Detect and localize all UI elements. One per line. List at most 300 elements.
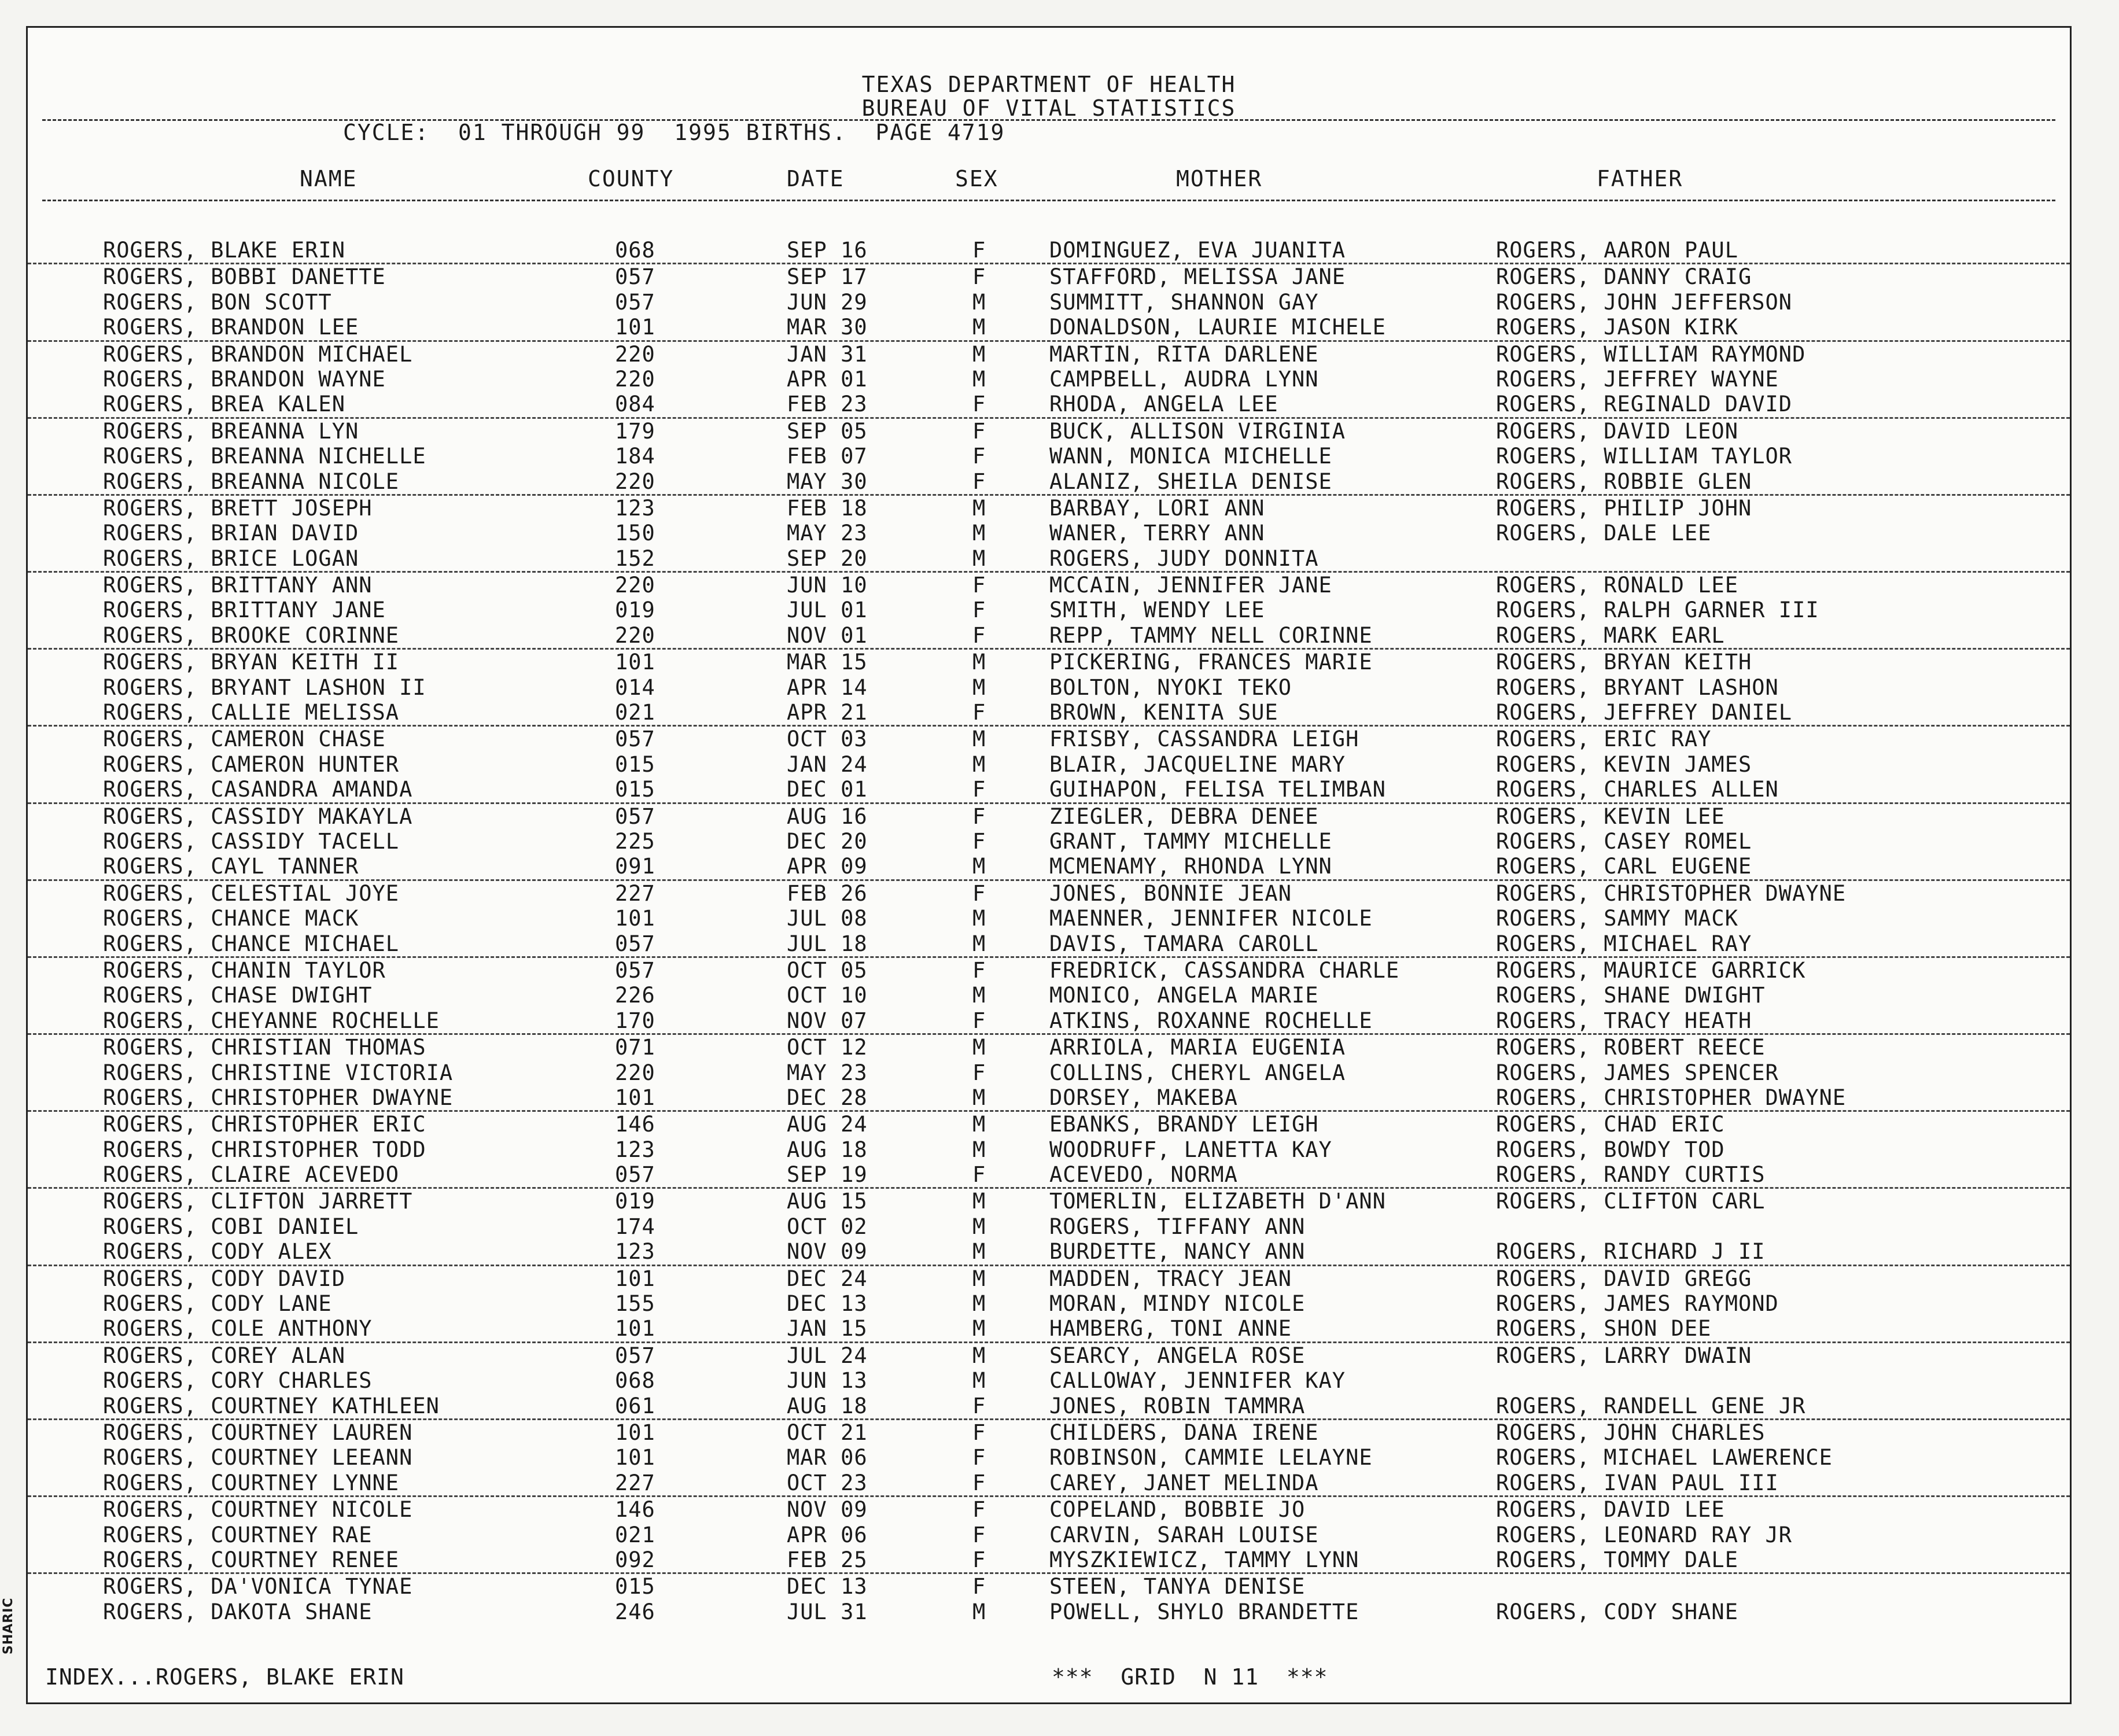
- cell-name: ROGERS, CLIFTON JARRETT: [103, 1189, 413, 1214]
- cell-date: JAN 31: [787, 341, 868, 367]
- cell-county: 152: [615, 546, 655, 571]
- cell-father: ROGERS, DALE LEE: [1496, 521, 1712, 546]
- table-row: [28, 1035, 2070, 1060]
- cell-county: 015: [615, 777, 655, 802]
- cell-mother: BROWN, KENITA SUE: [1049, 700, 1278, 725]
- cell-sex: F: [972, 777, 986, 802]
- cell-name: ROGERS, CAMERON CHASE: [103, 727, 386, 752]
- cell-mother: CHILDERS, DANA IRENE: [1049, 1420, 1319, 1445]
- cell-sex: M: [972, 1368, 986, 1394]
- cell-father: ROGERS, TOMMY DALE: [1496, 1547, 1738, 1572]
- cell-sex: M: [972, 1599, 986, 1624]
- table-row: [28, 1599, 2070, 1624]
- agency-title: TEXAS DEPARTMENT OF HEALTH: [861, 72, 1236, 97]
- table-row: [28, 1523, 2070, 1547]
- cell-mother: BARBAY, LORI ANN: [1049, 495, 1265, 521]
- table-row: [28, 1574, 2070, 1599]
- cell-date: SEP 20: [787, 546, 868, 571]
- cell-county: 226: [615, 983, 655, 1008]
- table-row: [28, 546, 2070, 573]
- cell-father: ROGERS, MICHAEL RAY: [1496, 931, 1752, 956]
- cell-county: 101: [615, 315, 655, 340]
- cell-county: 101: [615, 906, 655, 931]
- col-header-date: DATE: [787, 166, 845, 191]
- cell-sex: F: [972, 804, 986, 829]
- cell-name: ROGERS, CHRISTOPHER DWAYNE: [103, 1085, 454, 1110]
- cell-sex: F: [972, 1497, 986, 1523]
- cell-name: ROGERS, CHANCE MACK: [103, 906, 359, 931]
- cell-father: ROGERS, CARL EUGENE: [1496, 854, 1752, 879]
- cell-date: OCT 10: [787, 983, 868, 1008]
- table-row: [28, 521, 2070, 546]
- cell-mother: FREDRICK, CASSANDRA CHARLE: [1049, 957, 1400, 983]
- cell-date: OCT 03: [787, 727, 868, 752]
- cell-sex: M: [972, 983, 986, 1008]
- cell-sex: M: [972, 906, 986, 931]
- cell-county: 068: [615, 1368, 655, 1394]
- cell-sex: M: [972, 341, 986, 367]
- table-row: [28, 1394, 2070, 1420]
- cell-name: ROGERS, DAKOTA SHANE: [103, 1599, 373, 1624]
- cell-county: 246: [615, 1599, 655, 1624]
- cell-mother: MYSZKIEWICZ, TAMMY LYNN: [1049, 1547, 1359, 1572]
- cell-mother: CAMPBELL, AUDRA LYNN: [1049, 366, 1319, 392]
- cell-name: ROGERS, COLE ANTHONY: [103, 1316, 373, 1341]
- cell-sex: M: [972, 495, 986, 521]
- cell-date: JUL 18: [787, 931, 868, 956]
- cell-date: JUL 08: [787, 906, 868, 931]
- cell-sex: M: [972, 1035, 986, 1060]
- cell-county: 170: [615, 1008, 655, 1033]
- cell-sex: M: [972, 1085, 986, 1110]
- cell-name: ROGERS, COURTNEY LYNNE: [103, 1470, 400, 1495]
- cell-mother: JONES, ROBIN TAMMRA: [1049, 1393, 1306, 1418]
- cell-father: ROGERS, JAMES RAYMOND: [1496, 1291, 1779, 1317]
- cell-name: ROGERS, BRICE LOGAN: [103, 546, 359, 571]
- cell-mother: CAREY, JANET MELINDA: [1049, 1470, 1319, 1495]
- cell-date: MAR 30: [787, 315, 868, 340]
- cell-date: MAR 15: [787, 650, 868, 675]
- cell-date: AUG 16: [787, 804, 868, 829]
- cell-father: ROGERS, ERIC RAY: [1496, 727, 1712, 752]
- cell-county: 179: [615, 418, 655, 444]
- table-row: [28, 1112, 2070, 1137]
- cell-sex: M: [972, 931, 986, 956]
- cell-name: ROGERS, CASSIDY MAKAYLA: [103, 804, 413, 829]
- cell-father: ROGERS, CHRISTOPHER DWAYNE: [1496, 880, 1847, 906]
- cell-sex: M: [972, 854, 986, 879]
- cell-county: 146: [615, 1112, 655, 1137]
- cell-father: ROGERS, IVAN PAUL III: [1496, 1470, 1779, 1495]
- cell-county: 057: [615, 1343, 655, 1368]
- cell-sex: M: [972, 1316, 986, 1341]
- cell-sex: F: [972, 1445, 986, 1470]
- cell-father: ROGERS, AARON PAUL: [1496, 238, 1738, 263]
- cell-mother: SUMMITT, SHANNON GAY: [1049, 289, 1319, 315]
- cell-name: ROGERS, BREANNA NICHELLE: [103, 444, 426, 469]
- cell-father: ROGERS, WILLIAM RAYMOND: [1496, 341, 1806, 367]
- cell-date: SEP 05: [787, 418, 868, 444]
- cell-county: 057: [615, 931, 655, 956]
- cell-sex: M: [972, 315, 986, 340]
- cell-date: JUN 13: [787, 1368, 868, 1394]
- cell-name: ROGERS, BRIAN DAVID: [103, 521, 359, 546]
- cell-sex: F: [972, 1420, 986, 1445]
- cell-sex: M: [972, 1214, 986, 1239]
- cell-father: ROGERS, BRYAN KEITH: [1496, 650, 1752, 675]
- cell-mother: PICKERING, FRANCES MARIE: [1049, 650, 1373, 675]
- cell-mother: TOMERLIN, ELIZABETH D'ANN: [1049, 1189, 1386, 1214]
- cell-mother: MARTIN, RITA DARLENE: [1049, 341, 1319, 367]
- cell-date: APR 21: [787, 700, 868, 725]
- cell-date: AUG 18: [787, 1137, 868, 1162]
- cell-mother: HAMBERG, TONI ANNE: [1049, 1316, 1292, 1341]
- cell-sex: M: [972, 727, 986, 752]
- cell-sex: F: [972, 264, 986, 290]
- cell-sex: F: [972, 828, 986, 854]
- cell-mother: ALANIZ, SHEILA DENISE: [1049, 469, 1332, 494]
- cell-county: 150: [615, 521, 655, 546]
- cell-name: ROGERS, BREA KALEN: [103, 392, 345, 417]
- cell-sex: F: [972, 444, 986, 469]
- cell-father: ROGERS, JAMES SPENCER: [1496, 1060, 1779, 1085]
- cell-sex: F: [972, 1470, 986, 1495]
- cell-sex: M: [972, 675, 986, 700]
- cell-mother: WANER, TERRY ANN: [1049, 521, 1265, 546]
- cell-mother: ZIEGLER, DEBRA DENEE: [1049, 804, 1319, 829]
- table-row: [28, 983, 2070, 1008]
- table-row: [28, 392, 2070, 418]
- cell-county: 155: [615, 1291, 655, 1317]
- cell-mother: BOLTON, NYOKI TEKO: [1049, 675, 1292, 700]
- cell-mother: REPP, TAMMY NELL CORINNE: [1049, 622, 1373, 648]
- cell-sex: F: [972, 573, 986, 598]
- cell-sex: F: [972, 1547, 986, 1572]
- table-row: [28, 1266, 2070, 1291]
- cell-mother: SMITH, WENDY LEE: [1049, 598, 1265, 623]
- cell-date: OCT 12: [787, 1035, 868, 1060]
- cell-sex: M: [972, 366, 986, 392]
- cell-name: ROGERS, CHRISTOPHER TODD: [103, 1137, 426, 1162]
- records-list: [28, 238, 2070, 1624]
- cell-father: ROGERS, LARRY DWAIN: [1496, 1343, 1752, 1368]
- cell-date: FEB 26: [787, 880, 868, 906]
- table-row: [28, 342, 2070, 367]
- cell-date: DEC 13: [787, 1291, 868, 1317]
- cell-mother: STAFFORD, MELISSA JANE: [1049, 264, 1346, 290]
- table-row: [28, 854, 2070, 880]
- cell-county: 101: [615, 650, 655, 675]
- cell-date: MAR 06: [787, 1445, 868, 1470]
- cell-name: ROGERS, BREANNA LYN: [103, 418, 359, 444]
- cell-name: ROGERS, BRANDON MICHAEL: [103, 341, 413, 367]
- cell-father: ROGERS, BOWDY TOD: [1496, 1137, 1725, 1162]
- cell-county: 015: [615, 1574, 655, 1599]
- cell-name: ROGERS, COURTNEY NICOLE: [103, 1497, 413, 1523]
- cell-date: AUG 15: [787, 1189, 868, 1214]
- cell-sex: F: [972, 598, 986, 623]
- cell-mother: GRANT, TAMMY MICHELLE: [1049, 828, 1332, 854]
- cell-county: 057: [615, 1162, 655, 1188]
- cell-date: SEP 19: [787, 1162, 868, 1188]
- cell-mother: FRISBY, CASSANDRA LEIGH: [1049, 727, 1359, 752]
- cell-name: ROGERS, CHANCE MICHAEL: [103, 931, 400, 956]
- cell-date: DEC 01: [787, 777, 868, 802]
- table-row: [28, 675, 2070, 700]
- cell-name: ROGERS, BRYANT LASHON II: [103, 675, 426, 700]
- cell-name: ROGERS, COURTNEY LAUREN: [103, 1420, 413, 1445]
- table-row: [28, 419, 2070, 444]
- cell-name: ROGERS, COREY ALAN: [103, 1343, 345, 1368]
- cell-father: ROGERS, ROBBIE GLEN: [1496, 469, 1752, 494]
- table-row: [28, 1162, 2070, 1189]
- cell-county: 019: [615, 598, 655, 623]
- cell-date: OCT 23: [787, 1470, 868, 1495]
- cell-sex: F: [972, 238, 986, 263]
- cell-father: ROGERS, RICHARD J II: [1496, 1239, 1766, 1265]
- cell-county: 071: [615, 1035, 655, 1060]
- cell-mother: RHODA, ANGELA LEE: [1049, 392, 1278, 417]
- cell-father: ROGERS, CASEY ROMEL: [1496, 828, 1752, 854]
- cell-county: 057: [615, 289, 655, 315]
- table-row: [28, 1445, 2070, 1470]
- cell-name: ROGERS, CASSIDY TACELL: [103, 828, 400, 854]
- cell-mother: ROGERS, JUDY DONNITA: [1049, 546, 1319, 571]
- cell-name: ROGERS, CHEYANNE ROCHELLE: [103, 1008, 440, 1033]
- table-row: [28, 1316, 2070, 1343]
- cell-county: 123: [615, 1239, 655, 1265]
- cell-name: ROGERS, CELESTIAL JOYE: [103, 880, 400, 906]
- cell-father: ROGERS, DANNY CRAIG: [1496, 264, 1752, 290]
- cell-sex: F: [972, 957, 986, 983]
- table-row: [28, 1343, 2070, 1368]
- cell-father: ROGERS, JOHN CHARLES: [1496, 1420, 1766, 1445]
- cell-sex: F: [972, 622, 986, 648]
- cell-name: ROGERS, COURTNEY RAE: [103, 1522, 373, 1547]
- table-row: [28, 496, 2070, 521]
- table-row: [28, 315, 2070, 341]
- cell-date: AUG 24: [787, 1112, 868, 1137]
- cell-county: 021: [615, 1522, 655, 1547]
- cell-mother: ROBINSON, CAMMIE LELAYNE: [1049, 1445, 1373, 1470]
- cell-mother: DOMINGUEZ, EVA JUANITA: [1049, 238, 1346, 263]
- cell-county: 101: [615, 1445, 655, 1470]
- cell-county: 220: [615, 341, 655, 367]
- cell-father: ROGERS, WILLIAM TAYLOR: [1496, 444, 1793, 469]
- cell-father: ROGERS, CODY SHANE: [1496, 1599, 1738, 1624]
- cell-date: OCT 21: [787, 1420, 868, 1445]
- cell-sex: M: [972, 1266, 986, 1291]
- cell-mother: COLLINS, CHERYL ANGELA: [1049, 1060, 1346, 1085]
- cell-name: ROGERS, DA'VONICA TYNAE: [103, 1574, 413, 1599]
- column-header-rule: [42, 200, 2055, 201]
- cell-county: 084: [615, 392, 655, 417]
- cell-name: ROGERS, CALLIE MELISSA: [103, 700, 400, 725]
- cell-date: NOV 01: [787, 622, 868, 648]
- col-header-mother: MOTHER: [1176, 166, 1263, 191]
- cell-sex: M: [972, 289, 986, 315]
- cell-county: 220: [615, 1060, 655, 1085]
- cell-mother: GUIHAPON, FELISA TELIMBAN: [1049, 777, 1386, 802]
- cell-county: 057: [615, 957, 655, 983]
- cell-sex: F: [972, 1574, 986, 1599]
- cell-county: 101: [615, 1266, 655, 1291]
- cell-name: ROGERS, CODY LANE: [103, 1291, 332, 1317]
- cell-father: ROGERS, RANDY CURTIS: [1496, 1162, 1766, 1188]
- cell-date: JUL 01: [787, 598, 868, 623]
- cell-sex: F: [972, 1393, 986, 1418]
- cell-name: ROGERS, CHANIN TAYLOR: [103, 957, 386, 983]
- cell-mother: WANN, MONICA MICHELLE: [1049, 444, 1332, 469]
- cell-mother: DORSEY, MAKEBA: [1049, 1085, 1238, 1110]
- table-row: [28, 1137, 2070, 1162]
- cell-date: DEC 24: [787, 1266, 868, 1291]
- cell-county: 146: [615, 1497, 655, 1523]
- cell-name: ROGERS, BRETT JOSEPH: [103, 495, 373, 521]
- cell-sex: M: [972, 1112, 986, 1137]
- table-row: [28, 367, 2070, 392]
- table-row: [28, 290, 2070, 315]
- cell-name: ROGERS, BROOKE CORINNE: [103, 622, 400, 648]
- col-header-sex: SEX: [955, 166, 998, 191]
- cell-name: ROGERS, CLAIRE ACEVEDO: [103, 1162, 400, 1188]
- cell-name: ROGERS, CHRISTINE VICTORIA: [103, 1060, 454, 1085]
- cell-father: ROGERS, PHILIP JOHN: [1496, 495, 1752, 521]
- cell-date: JAN 24: [787, 751, 868, 777]
- cell-sex: M: [972, 1343, 986, 1368]
- table-row: [28, 752, 2070, 777]
- cell-name: ROGERS, BOBBI DANETTE: [103, 264, 386, 290]
- cell-county: 057: [615, 727, 655, 752]
- cell-mother: EBANKS, BRANDY LEIGH: [1049, 1112, 1319, 1137]
- table-row: [28, 804, 2070, 829]
- cell-mother: ARRIOLA, MARIA EUGENIA: [1049, 1035, 1346, 1060]
- cell-date: JAN 15: [787, 1316, 868, 1341]
- cell-mother: WOODRUFF, LANETTA KAY: [1049, 1137, 1332, 1162]
- cell-name: ROGERS, CHRISTIAN THOMAS: [103, 1035, 426, 1060]
- table-row: [28, 1085, 2070, 1112]
- cell-sex: F: [972, 469, 986, 494]
- cell-father: ROGERS, KEVIN LEE: [1496, 804, 1725, 829]
- cell-date: AUG 18: [787, 1393, 868, 1418]
- cell-county: 061: [615, 1393, 655, 1418]
- cell-date: FEB 07: [787, 444, 868, 469]
- cell-county: 184: [615, 444, 655, 469]
- cell-father: ROGERS, RONALD LEE: [1496, 573, 1738, 598]
- cell-mother: ACEVEDO, NORMA: [1049, 1162, 1238, 1188]
- cell-father: ROGERS, RALPH GARNER III: [1496, 598, 1819, 623]
- cell-date: MAY 30: [787, 469, 868, 494]
- cell-sex: M: [972, 546, 986, 571]
- cell-mother: MCCAIN, JENNIFER JANE: [1049, 573, 1332, 598]
- table-row: [28, 238, 2070, 264]
- bureau-title: BUREAU OF VITAL STATISTICS: [861, 95, 1236, 121]
- cell-sex: M: [972, 751, 986, 777]
- cell-name: ROGERS, COURTNEY LEEANN: [103, 1445, 413, 1470]
- table-row: [28, 700, 2070, 727]
- cell-date: FEB 18: [787, 495, 868, 521]
- cell-father: ROGERS, DAVID LEE: [1496, 1497, 1725, 1523]
- col-header-name: NAME: [300, 166, 358, 191]
- grid-footer: *** GRID N 11 ***: [1052, 1664, 1328, 1690]
- cell-date: NOV 09: [787, 1497, 868, 1523]
- cell-county: 101: [615, 1316, 655, 1341]
- table-row: [28, 264, 2070, 289]
- cell-county: 227: [615, 880, 655, 906]
- cell-mother: DONALDSON, LAURIE MICHELE: [1049, 315, 1386, 340]
- cell-date: FEB 23: [787, 392, 868, 417]
- cell-date: OCT 02: [787, 1214, 868, 1239]
- cell-mother: COPELAND, BOBBIE JO: [1049, 1497, 1306, 1523]
- cell-date: MAY 23: [787, 521, 868, 546]
- cell-father: ROGERS, JASON KIRK: [1496, 315, 1738, 340]
- cell-date: DEC 28: [787, 1085, 868, 1110]
- cell-father: ROGERS, KEVIN JAMES: [1496, 751, 1752, 777]
- cell-father: ROGERS, ROBERT REECE: [1496, 1035, 1766, 1060]
- cell-mother: CALLOWAY, JENNIFER KAY: [1049, 1368, 1346, 1394]
- cell-county: 091: [615, 854, 655, 879]
- table-row: [28, 1547, 2070, 1574]
- cell-date: NOV 07: [787, 1008, 868, 1033]
- table-row: [28, 829, 2070, 854]
- table-row: [28, 1239, 2070, 1266]
- cell-mother: JONES, BONNIE JEAN: [1049, 880, 1292, 906]
- cell-father: ROGERS, MARK EARL: [1496, 622, 1725, 648]
- cell-father: ROGERS, SAMMY MACK: [1496, 906, 1738, 931]
- cycle-line: CYCLE: 01 THROUGH 99 1995 BIRTHS. PAGE 4719: [343, 120, 1005, 145]
- cell-name: ROGERS, CAMERON HUNTER: [103, 751, 400, 777]
- cell-sex: F: [972, 700, 986, 725]
- cell-name: ROGERS, CASANDRA AMANDA: [103, 777, 413, 802]
- cell-name: ROGERS, BRANDON WAYNE: [103, 366, 386, 392]
- cell-date: JUN 29: [787, 289, 868, 315]
- cell-county: 123: [615, 495, 655, 521]
- table-row: [28, 931, 2070, 958]
- cell-father: ROGERS, CHAD ERIC: [1496, 1112, 1725, 1137]
- cell-county: 123: [615, 1137, 655, 1162]
- cell-mother: MAENNER, JENNIFER NICOLE: [1049, 906, 1373, 931]
- cell-date: APR 01: [787, 366, 868, 392]
- cell-county: 019: [615, 1189, 655, 1214]
- cell-mother: SEARCY, ANGELA ROSE: [1049, 1343, 1306, 1368]
- cell-date: DEC 20: [787, 828, 868, 854]
- col-header-county: COUNTY: [588, 166, 675, 191]
- cell-name: ROGERS, BON SCOTT: [103, 289, 332, 315]
- cell-mother: MCMENAMY, RHONDA LYNN: [1049, 854, 1332, 879]
- col-header-father: FATHER: [1597, 166, 1683, 191]
- cell-date: NOV 09: [787, 1239, 868, 1265]
- cell-county: 014: [615, 675, 655, 700]
- cell-mother: ROGERS, TIFFANY ANN: [1049, 1214, 1306, 1239]
- cell-county: 220: [615, 469, 655, 494]
- table-row: [28, 958, 2070, 983]
- cell-name: ROGERS, COURTNEY RENEE: [103, 1547, 400, 1572]
- cell-sex: M: [972, 1239, 986, 1265]
- cell-mother: POWELL, SHYLO BRANDETTE: [1049, 1599, 1359, 1624]
- cell-father: ROGERS, CHRISTOPHER DWAYNE: [1496, 1085, 1847, 1110]
- cell-county: 021: [615, 700, 655, 725]
- table-row: [28, 1008, 2070, 1035]
- cell-county: 057: [615, 804, 655, 829]
- cell-sex: F: [972, 1522, 986, 1547]
- cell-father: ROGERS, SHON DEE: [1496, 1316, 1712, 1341]
- cell-father: ROGERS, JEFFREY DANIEL: [1496, 700, 1793, 725]
- record-sheet: [26, 26, 2072, 1704]
- cell-date: SEP 16: [787, 238, 868, 263]
- cell-county: 068: [615, 238, 655, 263]
- cell-county: 015: [615, 751, 655, 777]
- table-row: [28, 1189, 2070, 1214]
